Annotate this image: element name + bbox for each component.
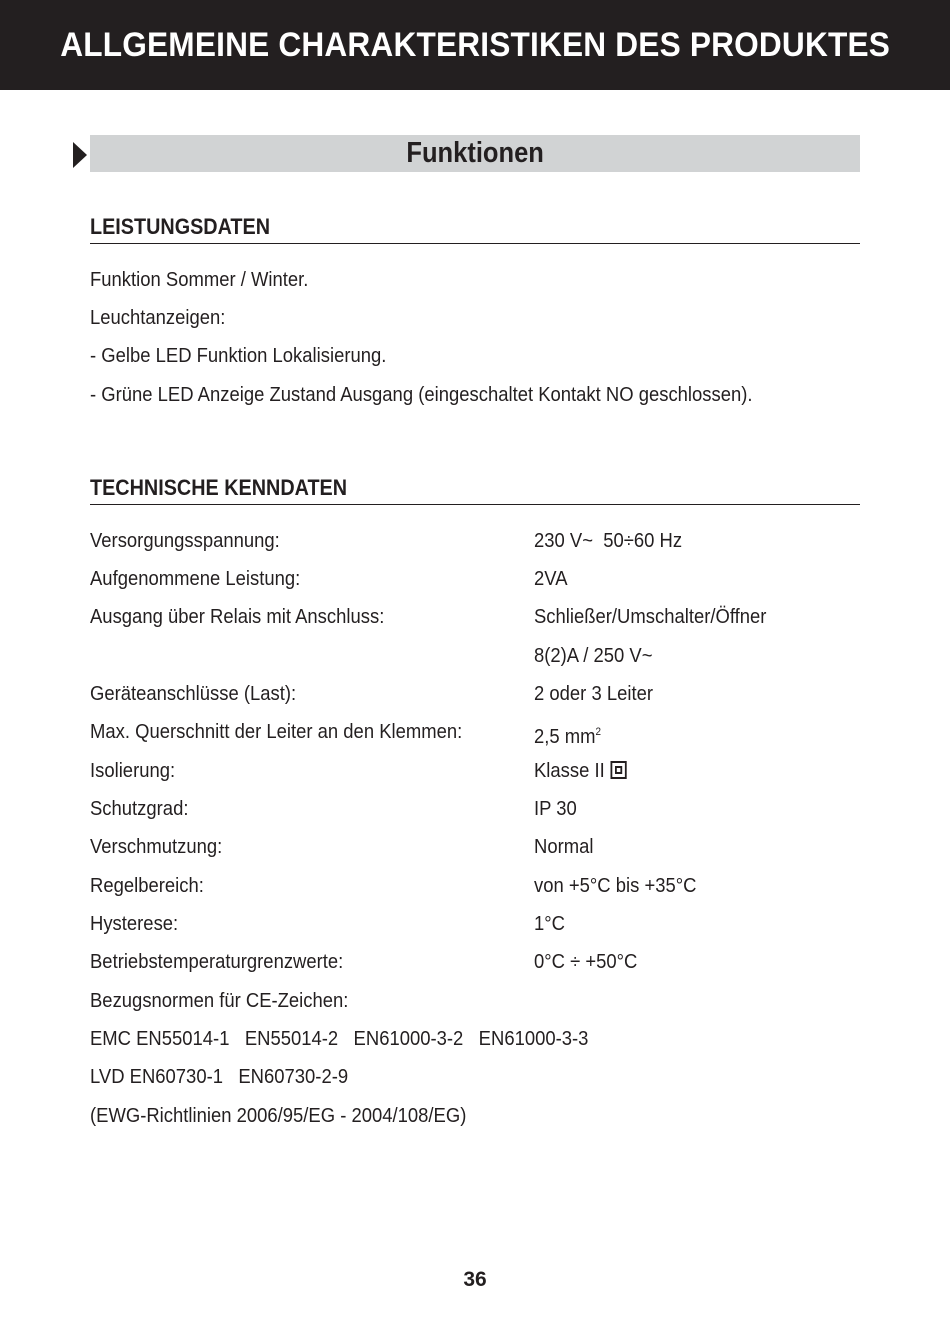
- superscript: 2: [595, 726, 602, 738]
- leistungsdaten-heading-text: LEISTUNGSDATEN: [90, 214, 271, 239]
- spec-value: 230 V~ 50÷60 Hz: [534, 529, 683, 552]
- spec-value-text: 2,5 mm: [534, 724, 596, 748]
- spec-value: [534, 758, 626, 784]
- spec-row: [90, 566, 860, 592]
- spec-value: 2 oder 3 Leiter: [534, 682, 653, 705]
- spec-row: [90, 528, 860, 554]
- section-band: [90, 135, 860, 172]
- leistung-line: - Grüne LED Anzeige Zustand Ausgang (eingeschaltet Kontakt NO geschlossen).: [90, 383, 753, 406]
- leistung-line: - Gelbe LED Funktion Lokalisierung.: [90, 344, 387, 367]
- leistungsdaten-heading: [90, 213, 860, 244]
- spec-label: Geräteanschlüsse (Last):: [90, 682, 297, 705]
- spec-label: Verschmutzung:: [90, 835, 223, 858]
- spec-value: 1°C: [534, 912, 565, 935]
- leistung-line: Funktion Sommer / Winter.: [90, 268, 309, 291]
- spec-label: Regelbereich:: [90, 874, 204, 897]
- norms-line: LVD EN60730-1 EN60730-2-9: [90, 1065, 349, 1088]
- page-number: 36: [463, 1268, 487, 1291]
- spec-value: 2VA: [534, 567, 568, 590]
- leistung-line: Leuchtanzeigen:: [90, 306, 226, 329]
- spec-row: [90, 604, 860, 630]
- norms-line: Bezugsnormen für CE-Zeichen:: [90, 989, 349, 1012]
- spec-row: [90, 949, 860, 975]
- spec-value: Schließer/Umschalter/Öffner: [534, 605, 767, 628]
- spec-label: Ausgang über Relais mit Anschluss:: [90, 605, 385, 628]
- spec-value: [534, 719, 601, 750]
- spec-row: [90, 758, 860, 784]
- spec-value-text: Klasse II: [534, 759, 605, 782]
- triangle-right-icon: [73, 142, 87, 168]
- spec-row: [90, 643, 860, 669]
- spec-label: Isolierung:: [90, 759, 176, 782]
- spec-value: von +5°C bis +35°C: [534, 874, 697, 897]
- norms-line: EMC EN55014-1 EN55014-2 EN61000-3-2 EN61000-3-3: [90, 1027, 589, 1050]
- header-title: ALLGEMEINE CHARAKTERISTIKEN DES PRODUKTES: [60, 25, 890, 64]
- spec-label: Betriebstemperaturgrenzwerte:: [90, 950, 344, 973]
- technische-heading: [90, 474, 860, 505]
- double-insulation-icon: [610, 761, 626, 779]
- spec-label: Schutzgrad:: [90, 797, 189, 820]
- spec-value: 8(2)A / 250 V~: [534, 644, 653, 667]
- spec-label: Max. Querschnitt der Leiter an den Klemmen:: [90, 720, 463, 743]
- spec-row: [90, 719, 860, 748]
- page-header: [0, 0, 950, 90]
- spec-row: [90, 873, 860, 899]
- spec-row: [90, 681, 860, 707]
- section-title: Funktionen: [406, 137, 544, 169]
- spec-label: Hysterese:: [90, 912, 179, 935]
- technische-heading-text: TECHNISCHE KENNDATEN: [90, 475, 348, 500]
- norms-line: (EWG-Richtlinien 2006/95/EG - 2004/108/EG): [90, 1104, 467, 1127]
- spec-row: [90, 911, 860, 937]
- spec-row: [90, 834, 860, 860]
- spec-value: Normal: [534, 835, 594, 858]
- spec-label: Aufgenommene Leistung:: [90, 567, 301, 590]
- spec-label: Versorgungsspannung:: [90, 529, 280, 552]
- spec-row: [90, 796, 860, 822]
- spec-value: 0°C ÷ +50°C: [534, 950, 638, 973]
- spec-value: IP 30: [534, 797, 577, 820]
